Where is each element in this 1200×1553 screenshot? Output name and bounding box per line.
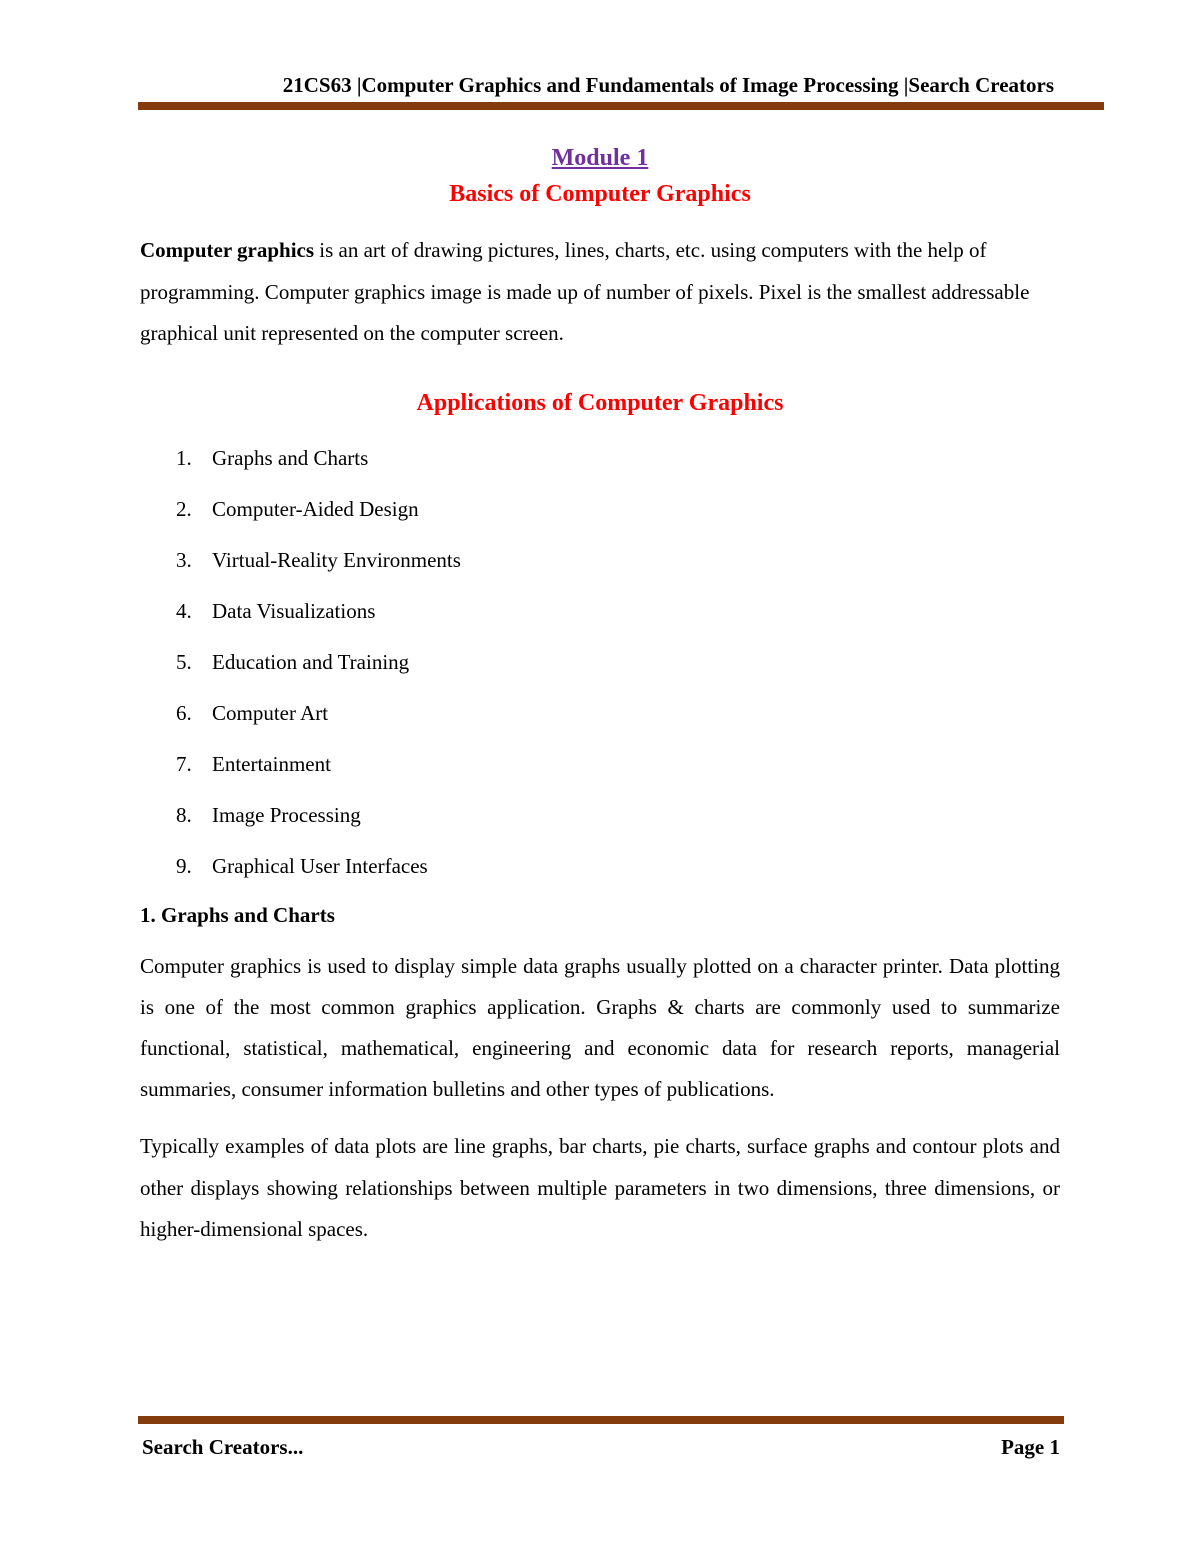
list-item	[140, 790, 1060, 841]
applications-title: Applications of Computer Graphics	[416, 389, 784, 416]
list-item-label: Image Processing	[212, 802, 361, 827]
footer-author: Search Creators...	[142, 1435, 304, 1459]
module-label: Module 1	[551, 145, 649, 171]
list-item-number: 5.	[176, 649, 192, 674]
applications-list	[140, 433, 1060, 892]
list-item-number: 2.	[176, 496, 192, 521]
list-item-number: 6.	[176, 700, 192, 725]
footer-row	[138, 1432, 1064, 1462]
page-number: Page 1	[1001, 1435, 1060, 1459]
list-item-number: 8.	[176, 802, 192, 827]
footer-divider	[138, 1416, 1064, 1424]
list-item	[140, 688, 1060, 739]
section-heading: 1. Graphs and Charts	[140, 902, 335, 927]
intro-term: Computer graphics	[140, 238, 315, 262]
list-item-label: Data Visualizations	[212, 598, 376, 623]
header-title: 21CS63 |Computer Graphics and Fundamentals of Image Processing |Search Creators	[282, 73, 1054, 97]
list-item-label: Graphs and Charts	[212, 445, 369, 470]
document-body	[140, 140, 1060, 1250]
list-item-label: Entertainment	[212, 751, 331, 776]
list-item	[140, 433, 1060, 484]
list-item-number: 9.	[176, 853, 192, 878]
list-item-label: Computer Art	[212, 700, 329, 725]
list-item	[140, 841, 1060, 892]
page-footer	[138, 1416, 1064, 1462]
list-item	[140, 484, 1060, 535]
list-item-number: 3.	[176, 547, 192, 572]
list-item	[140, 535, 1060, 586]
list-item-label: Virtual-Reality Environments	[212, 547, 461, 572]
list-item	[140, 586, 1060, 637]
list-item-label: Computer-Aided Design	[212, 496, 419, 521]
list-item	[140, 637, 1060, 688]
header-divider	[138, 102, 1104, 110]
list-item-label: Education and Training	[212, 649, 410, 674]
body-paragraph: Typically examples of data plots are line graphs, bar charts, pie charts, surface graphs and contour plots and other displays showing relationships between multiple parameters in two dimensions, three dimensions, or higher-dimensional spaces.	[140, 1134, 1060, 1241]
list-item	[140, 739, 1060, 790]
list-item-number: 4.	[176, 598, 192, 623]
module-title: Basics of Computer Graphics	[449, 181, 751, 207]
intro-paragraph	[140, 230, 1060, 355]
page-header	[138, 70, 1104, 110]
body-paragraph: Computer graphics is used to display simple data graphs usually plotted on a character printer. Data plotting is one of the most common graphics application. Graphs & charts are commonly used to summarize functional, statistical, mathematical, engineering and economic data for research reports, managerial summaries, consumer information bulletins and other types of publications.	[140, 953, 1060, 1102]
intro-text: is an art of drawing pictures, lines, charts, etc. using computers with the help of programming. Computer graphics image is made up of number of pixels. Pixel is the smallest addressable graphical unit represented on the computer screen.	[140, 238, 1030, 345]
list-item-label: Graphical User Interfaces	[212, 853, 428, 878]
list-item-number: 7.	[176, 751, 192, 776]
list-item-number: 1.	[176, 445, 192, 470]
